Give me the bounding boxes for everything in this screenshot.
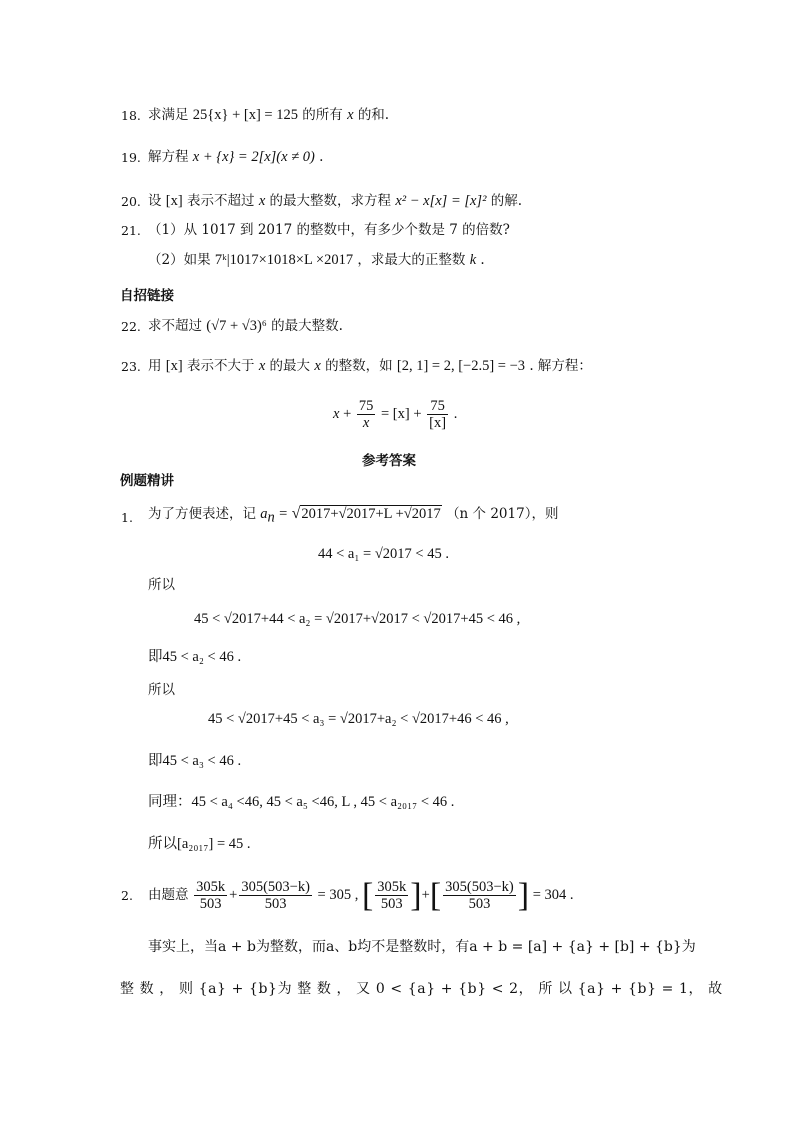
problem-text: 用 bbox=[148, 358, 162, 374]
answers-title: 参考答案 bbox=[362, 453, 416, 469]
display-equation bbox=[333, 397, 457, 431]
problem-text: . 解方程： bbox=[529, 358, 592, 374]
problem-22 bbox=[148, 317, 343, 335]
fraction bbox=[194, 879, 227, 912]
numerator: 75 bbox=[430, 398, 445, 415]
variable: x bbox=[314, 358, 321, 374]
answer-2-equation: 由题意 $\frac{305k}{503}$ + $\frac{305(503-k)}{503}$ = 305 , [ $\frac{305k}{503}$ ]+[ $\frac{305(503-k)}{503}$ ] = 304 . bbox=[148, 876, 574, 914]
answer-text: 所以 bbox=[148, 577, 175, 593]
problem-text: 表示不超过 bbox=[187, 193, 255, 209]
problem-text: 求不超过 bbox=[148, 318, 202, 334]
section-heading: 自招链接 bbox=[120, 288, 174, 304]
bracket-x: [x] bbox=[165, 358, 183, 374]
equation-line: 45 < √2017+44 < a₂ = √2017+√2017 < √2017+45 < 46 , bbox=[194, 611, 521, 627]
floor-bracket: [ bbox=[429, 876, 442, 914]
problem-text: . bbox=[480, 252, 485, 268]
equation-part: x bbox=[333, 406, 340, 422]
nested-radical: √2017+√2017+L +√2017 bbox=[291, 505, 441, 522]
denominator: 503 bbox=[375, 895, 408, 912]
equation-line: 即45 < a₃ < 46 . bbox=[148, 753, 242, 769]
fraction bbox=[375, 879, 408, 912]
answer-text: 所以 bbox=[148, 682, 175, 698]
answer-paragraph: 整 数 ， 则 {a} + {b}为 整 数 ， 又 0 < {a} + {b} < 2， 所 以 {a} + {b} = 1， 故 bbox=[120, 981, 723, 997]
answer-text: （n 个 2017），则 bbox=[446, 506, 559, 522]
variable: x bbox=[347, 107, 354, 123]
problem-number: 23. bbox=[121, 359, 141, 374]
section-heading: 例题精讲 bbox=[120, 473, 174, 489]
answer-text: 由题意 bbox=[148, 887, 189, 903]
variable: x bbox=[258, 358, 266, 374]
equation: x² − x[x] = [x]² bbox=[395, 193, 487, 209]
variable: k bbox=[469, 252, 477, 268]
problem-number: 19. bbox=[121, 150, 141, 165]
denominator: 503 bbox=[194, 895, 227, 912]
problem-18 bbox=[148, 106, 389, 124]
variable: x bbox=[258, 193, 266, 209]
problem-text: 的整数，如 bbox=[325, 358, 393, 374]
denominator: 503 bbox=[443, 895, 516, 912]
problem-text: 的最大整数，求方程 bbox=[269, 193, 392, 209]
equation: (√7 + √3)⁶ bbox=[206, 318, 267, 334]
numerator: 305(503−k) bbox=[241, 879, 310, 896]
equals: = bbox=[279, 506, 288, 522]
problem-text: 解方程 bbox=[148, 149, 189, 165]
equation-line: 45 < √2017+45 < a₃ = √2017+a₂ < √2017+46 < 46 , bbox=[208, 711, 509, 727]
fraction bbox=[239, 879, 312, 912]
problem-text: 表示不大于 bbox=[187, 358, 255, 374]
fraction bbox=[357, 398, 376, 431]
numerator: 305k bbox=[196, 879, 226, 896]
problem-21-part-1: （1）从 1017 到 2017 的整数中，有多少个数是 7 的倍数? bbox=[148, 222, 510, 238]
problem-number: 22. bbox=[121, 319, 141, 334]
problem-20 bbox=[148, 192, 522, 210]
equation-line: 44 < a₁ = √2017 < 45 . bbox=[318, 546, 449, 562]
problem-21-part-2 bbox=[148, 251, 485, 269]
equation: 7ᵏ|1017×1018×L ×2017 bbox=[214, 252, 354, 268]
answer-number: 2. bbox=[121, 888, 133, 903]
fraction bbox=[443, 879, 516, 912]
equation-line: 即45 < a₂ < 46 . bbox=[148, 649, 242, 665]
problem-number: 20. bbox=[121, 194, 141, 209]
equation-part: . bbox=[453, 406, 458, 422]
floor-bracket: ] bbox=[517, 876, 530, 914]
equation-part: = [x] + bbox=[381, 406, 422, 422]
equation-line: 所以[a₂₀₁₇] = 45 . bbox=[148, 836, 251, 852]
floor-bracket: ] bbox=[410, 876, 422, 914]
answer-number: 1. bbox=[121, 510, 133, 525]
equation: 25{x} + [x] = 125 bbox=[192, 107, 298, 123]
numerator: 305k bbox=[377, 879, 407, 896]
equation-part: + bbox=[343, 406, 352, 422]
answer-text: 为了方便表述，记 bbox=[148, 506, 256, 522]
equation-part: = 304 . bbox=[532, 887, 574, 903]
problem-text: 的最大 bbox=[269, 358, 311, 374]
denominator: 503 bbox=[239, 895, 312, 912]
problem-23 bbox=[148, 357, 592, 375]
problem-text: 的所有 bbox=[302, 107, 343, 123]
problem-text: . bbox=[319, 149, 324, 165]
problem-text: 的和. bbox=[357, 107, 390, 123]
subscript: n bbox=[267, 509, 275, 526]
numerator: 305(503−k) bbox=[445, 879, 514, 896]
fraction bbox=[427, 398, 448, 431]
problem-19 bbox=[148, 148, 323, 166]
problem-text: 设 bbox=[148, 193, 162, 209]
problem-text: ，求最大的正整数 bbox=[357, 252, 466, 268]
example: [2, 1] = 2, [−2.5] = −3 bbox=[396, 358, 526, 374]
answer-paragraph: 事实上，当a + b为整数，而a、b均不是整数时，有a + b = [a] + {a} + [b] + {b}为 bbox=[148, 939, 696, 955]
answer-1-intro bbox=[148, 505, 558, 527]
problem-text: 的解. bbox=[490, 193, 523, 209]
equation: x + {x} = 2[x](x ≠ 0) bbox=[192, 149, 315, 165]
variable: a bbox=[260, 506, 268, 522]
denominator: [x] bbox=[429, 415, 447, 432]
bracket-x: [x] bbox=[165, 193, 183, 209]
numerator: 75 bbox=[358, 398, 374, 415]
problem-text: （2）如果 bbox=[148, 252, 211, 268]
problem-number: 21. bbox=[121, 223, 141, 238]
problem-text: 的最大整数. bbox=[271, 318, 343, 334]
equation-line: 同理：45 < a₄ <46, 45 < a₅ <46, L , 45 < a₂₀₁₇ < 46 . bbox=[148, 794, 455, 810]
problem-text: 求满足 bbox=[148, 107, 189, 123]
equation-part: = 305 , bbox=[317, 887, 359, 903]
floor-bracket: [ bbox=[361, 876, 374, 914]
problem-number: 18. bbox=[121, 108, 141, 123]
denominator: x bbox=[357, 414, 376, 431]
radicand: 2017+√2017+L +√2017 bbox=[301, 506, 441, 522]
